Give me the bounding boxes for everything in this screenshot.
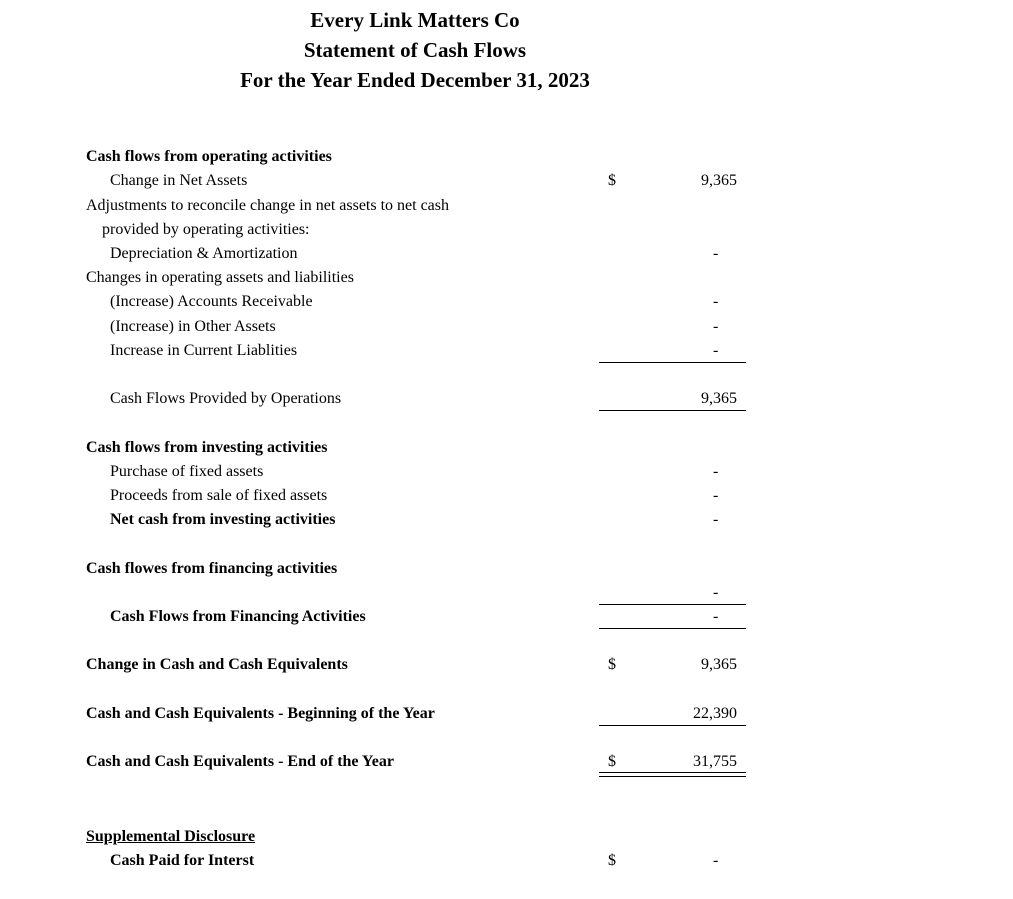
changes-heading: Changes in operating assets and liabilities <box>86 269 354 286</box>
depreciation-amount: - <box>713 245 719 262</box>
other-assets-label: (Increase) in Other Assets <box>110 318 276 335</box>
net-investing-amount: - <box>713 511 719 528</box>
ending-cash-row <box>0 750 1013 774</box>
financing-total-amount: - <box>713 608 719 625</box>
proceeds-amount: - <box>713 487 719 504</box>
proceeds-label: Proceeds from sale of fixed assets <box>110 487 328 504</box>
change-net-assets-row <box>0 169 1013 193</box>
interest-amount: - <box>713 852 719 869</box>
interest-label: Cash Paid for Interst <box>110 852 255 869</box>
investing-heading-row <box>0 436 1013 460</box>
total-rule <box>599 410 746 411</box>
purchase-label: Purchase of fixed assets <box>110 463 264 480</box>
operations-total-row <box>0 387 1013 411</box>
financing-heading-row <box>0 557 1013 581</box>
current-liabilities-amount: - <box>713 342 719 359</box>
operations-total-label: Cash Flows Provided by Operations <box>110 390 342 407</box>
subtotal-rule <box>599 362 746 363</box>
statement-period: For the Year Ended December 31, 2023 <box>240 68 590 92</box>
financing-rule-bottom <box>599 628 746 629</box>
interest-row <box>0 849 1013 873</box>
change-net-assets-label: Change in Net Assets <box>110 172 248 189</box>
financing-dash-row <box>0 581 1013 605</box>
supplemental-heading-row <box>0 825 1013 849</box>
adjustments-row-2 <box>0 218 1013 242</box>
financing-total-row <box>0 605 1013 629</box>
company-name: Every Link Matters Co <box>310 8 520 32</box>
net-investing-label: Net cash from investing activities <box>110 511 336 528</box>
operating-heading-row <box>0 145 1013 169</box>
accounts-receivable-amount: - <box>713 293 719 310</box>
statement-title: Statement of Cash Flows <box>303 38 527 62</box>
change-net-assets-amount: 9,365 <box>701 172 737 189</box>
change-cash-label: Change in Cash and Cash Equivalents <box>86 656 348 673</box>
financing-heading: Cash flowes from financing activities <box>86 560 338 577</box>
current-liabilities-row <box>0 339 1013 363</box>
currency-sign: $ <box>608 753 616 770</box>
currency-sign: $ <box>608 656 616 673</box>
depreciation-row <box>0 242 1013 266</box>
net-investing-row <box>0 508 1013 532</box>
investing-heading: Cash flows from investing activities <box>86 439 328 456</box>
changes-heading-row <box>0 266 1013 290</box>
ending-double-rule <box>599 772 746 777</box>
beginning-cash-amount: 22,390 <box>693 705 737 722</box>
operating-heading: Cash flows from operating activities <box>86 148 332 165</box>
adjustments-label-2: provided by operating activities: <box>102 221 310 238</box>
depreciation-label: Depreciation & Amortization <box>110 245 298 262</box>
supplemental-heading: Supplemental Disclosure <box>86 828 256 845</box>
beginning-cash-label: Cash and Cash Equivalents - Beginning of the Year <box>86 705 435 722</box>
proceeds-row <box>0 484 1013 508</box>
ending-cash-amount: 31,755 <box>693 753 737 770</box>
adjustments-row-1 <box>0 194 1013 218</box>
purchase-amount: - <box>713 463 719 480</box>
other-assets-row <box>0 315 1013 339</box>
ending-cash-label: Cash and Cash Equivalents - End of the Year <box>86 753 394 770</box>
change-cash-amount: 9,365 <box>701 656 737 673</box>
currency-sign: $ <box>608 852 616 869</box>
financing-heading-amount: - <box>713 584 719 601</box>
adjustments-label-1: Adjustments to reconcile change in net assets to net cash <box>86 197 450 214</box>
current-liabilities-label: Increase in Current Liablities <box>110 342 298 359</box>
beginning-rule <box>599 725 746 726</box>
accounts-receivable-label: (Increase) Accounts Receivable <box>110 293 313 310</box>
operations-total-amount: 9,365 <box>701 390 737 407</box>
other-assets-amount: - <box>713 318 719 335</box>
beginning-cash-row <box>0 702 1013 726</box>
accounts-receivable-row <box>0 290 1013 314</box>
purchase-row <box>0 460 1013 484</box>
financing-total-label: Cash Flows from Financing Activities <box>110 608 366 625</box>
currency-sign: $ <box>608 172 616 189</box>
change-cash-row <box>0 653 1013 677</box>
